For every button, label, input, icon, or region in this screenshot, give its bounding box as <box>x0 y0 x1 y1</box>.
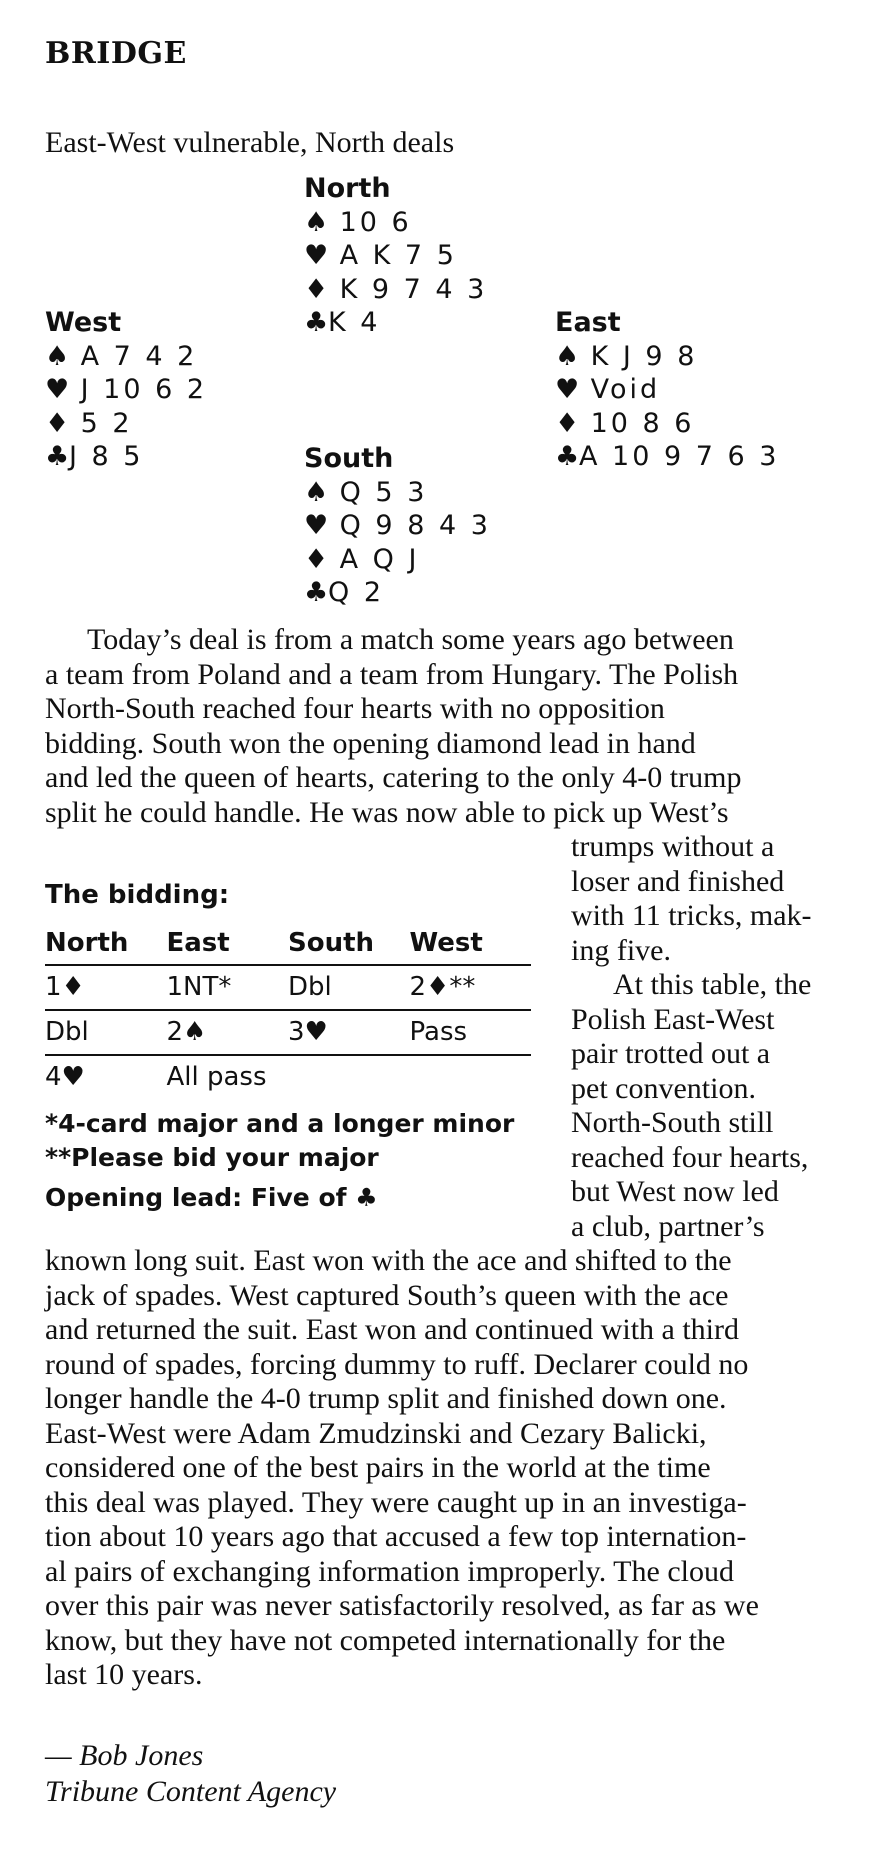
west-hearts: J 10 6 2 <box>80 374 208 405</box>
south-clubs: Q 2 <box>328 577 385 608</box>
vulnerability-line: East-West vulnerable, North deals <box>45 126 455 159</box>
bidding-col-south: South <box>288 922 410 965</box>
article-line: split he could handle. He was now able to pick up West’s <box>45 795 729 829</box>
bid-cell: 2♦** <box>410 965 532 1010</box>
bidding-header-row <box>45 922 531 965</box>
article-line: pet convention. <box>571 1071 756 1105</box>
bidding-col-west: West <box>410 922 532 965</box>
article-conclusion <box>45 1244 875 1693</box>
bidding-notes <box>45 1107 531 1215</box>
heart-icon: ♥ <box>555 374 580 405</box>
bid-cell: Dbl <box>288 965 410 1010</box>
opening-lead <box>45 1181 531 1215</box>
west-clubs: J 8 5 <box>69 441 144 472</box>
bid-cell: 1♦ <box>45 965 167 1010</box>
article-line: Today’s deal is from a match some years ago between <box>87 623 734 656</box>
west-spades: A 7 4 2 <box>80 340 198 372</box>
club-icon: ♣ <box>304 307 329 338</box>
diamond-icon: ♦ <box>45 407 70 439</box>
east-label: East <box>555 307 621 338</box>
article-line: jack of spades. West captured South’s queen with the ace <box>45 1278 729 1312</box>
signature <box>45 1738 336 1810</box>
north-diamonds: K 9 7 4 3 <box>339 273 488 305</box>
bidding-row <box>45 1010 531 1055</box>
bidding-row <box>45 965 531 1010</box>
article-line: East-West were Adam Zmudzinski and Cezary Balicki, <box>45 1416 707 1450</box>
author-name: — Bob Jones <box>45 1739 204 1772</box>
article-line: this deal was played. They were caught up in an investiga- <box>45 1485 747 1519</box>
club-icon: ♣ <box>555 441 580 472</box>
article-line: bidding. South won the opening diamond lead in hand <box>45 726 696 760</box>
bidding-col-north: North <box>45 922 167 965</box>
south-label: South <box>304 443 394 474</box>
article-line: reached four hearts, <box>571 1140 809 1174</box>
spade-icon: ♠ <box>555 340 580 372</box>
article-line: loser and finished <box>571 864 785 898</box>
article-line: but West now led <box>571 1175 779 1208</box>
article-line: and led the queen of hearts, catering to the only 4-0 trump <box>45 761 742 794</box>
bidding-box <box>45 880 531 1215</box>
west-hand <box>45 306 207 474</box>
page-title: BRIDGE <box>45 36 187 71</box>
bidding-row <box>45 1055 531 1099</box>
bid-cell: Dbl <box>45 1010 167 1055</box>
article-line: known long suit. East won with the ace and shifted to the <box>45 1244 732 1277</box>
article-intro <box>45 623 865 830</box>
heart-icon: ♥ <box>304 240 329 271</box>
article-line: longer handle the 4-0 trump split and finished down one. <box>45 1382 727 1415</box>
north-clubs: K 4 <box>328 307 381 338</box>
club-icon: ♣ <box>45 441 70 472</box>
article-line: a club, partner’s <box>571 1209 765 1243</box>
bid-cell: 1NT* <box>167 965 289 1010</box>
heart-icon: ♥ <box>304 510 329 541</box>
article-line: know, but they have not competed internationally for the <box>45 1623 726 1657</box>
diamond-icon: ♦ <box>304 273 329 305</box>
east-spades: K J 9 8 <box>590 340 698 372</box>
bid-cell: All pass <box>166 1062 267 1092</box>
article-line: ing five. <box>571 933 671 967</box>
article-line: a team from Poland and a team from Hungary. The Polish <box>45 657 739 691</box>
east-hearts: Void <box>590 374 661 405</box>
article-line: pair trotted out a <box>571 1037 771 1070</box>
spade-icon: ♠ <box>304 206 329 238</box>
bidding-col-east: East <box>167 922 289 965</box>
west-diamonds: 5 2 <box>80 407 133 439</box>
bid-cell <box>288 1055 410 1099</box>
club-icon: ♣ <box>304 577 329 608</box>
agency-name: Tribune Content Agency <box>45 1775 337 1808</box>
south-diamonds: A Q J <box>339 543 420 575</box>
article-line: round of spades, forcing dummy to ruff. Declarer could no <box>45 1347 749 1381</box>
north-spades: 10 6 <box>339 206 412 238</box>
bid-cell <box>410 1055 532 1099</box>
north-label: North <box>304 173 391 204</box>
article-line: North-South still <box>571 1106 774 1139</box>
article-line: considered one of the best pairs in the world at the time <box>45 1451 711 1484</box>
diamond-icon: ♦ <box>555 407 580 439</box>
article-line: with 11 tricks, mak- <box>571 899 812 932</box>
west-label: West <box>45 307 122 338</box>
heart-icon: ♥ <box>45 374 70 405</box>
article-line: tion about 10 years ago that accused a few top internation- <box>45 1520 747 1553</box>
south-hearts: Q 9 8 4 3 <box>339 510 491 541</box>
east-diamonds: 10 8 6 <box>590 407 695 439</box>
bid-cell: 2♠ <box>167 1010 289 1055</box>
spade-icon: ♠ <box>304 476 329 508</box>
opening-lead-label: Opening lead: Five of <box>45 1183 347 1212</box>
article-line: last 10 years. <box>45 1658 203 1691</box>
article-line: At this table, the <box>613 968 812 1001</box>
north-hearts: A K 7 5 <box>339 240 457 271</box>
bidding-heading: The bidding: <box>45 880 230 910</box>
article-line: Polish East-West <box>571 1002 775 1036</box>
article-line: North-South reached four hearts with no opposition <box>45 692 665 725</box>
bid-cell: Pass <box>410 1010 532 1055</box>
article-line: and returned the suit. East won and continued with a third <box>45 1313 739 1346</box>
bidding-note-2: **Please bid your major <box>45 1143 379 1172</box>
article-line: over this pair was never satisfactorily resolved, as far as we <box>45 1589 759 1622</box>
article-side-column <box>571 830 871 1244</box>
east-hand <box>555 306 779 474</box>
south-spades: Q 5 3 <box>339 476 428 508</box>
article-line: al pairs of exchanging information improperly. The cloud <box>45 1554 734 1588</box>
bidding-table <box>45 922 531 1099</box>
spade-icon: ♠ <box>45 340 70 372</box>
club-icon: ♣ <box>355 1183 378 1212</box>
south-hand <box>304 442 491 610</box>
bid-cell: 3♥ <box>288 1010 410 1055</box>
article-line: trumps without a <box>571 830 775 863</box>
diamond-icon: ♦ <box>304 543 329 575</box>
north-hand <box>304 172 487 340</box>
east-clubs: A 10 9 7 6 3 <box>579 441 780 472</box>
bidding-note-1: *4-card major and a longer minor <box>45 1109 515 1138</box>
bid-cell: 4♥ <box>45 1062 85 1092</box>
